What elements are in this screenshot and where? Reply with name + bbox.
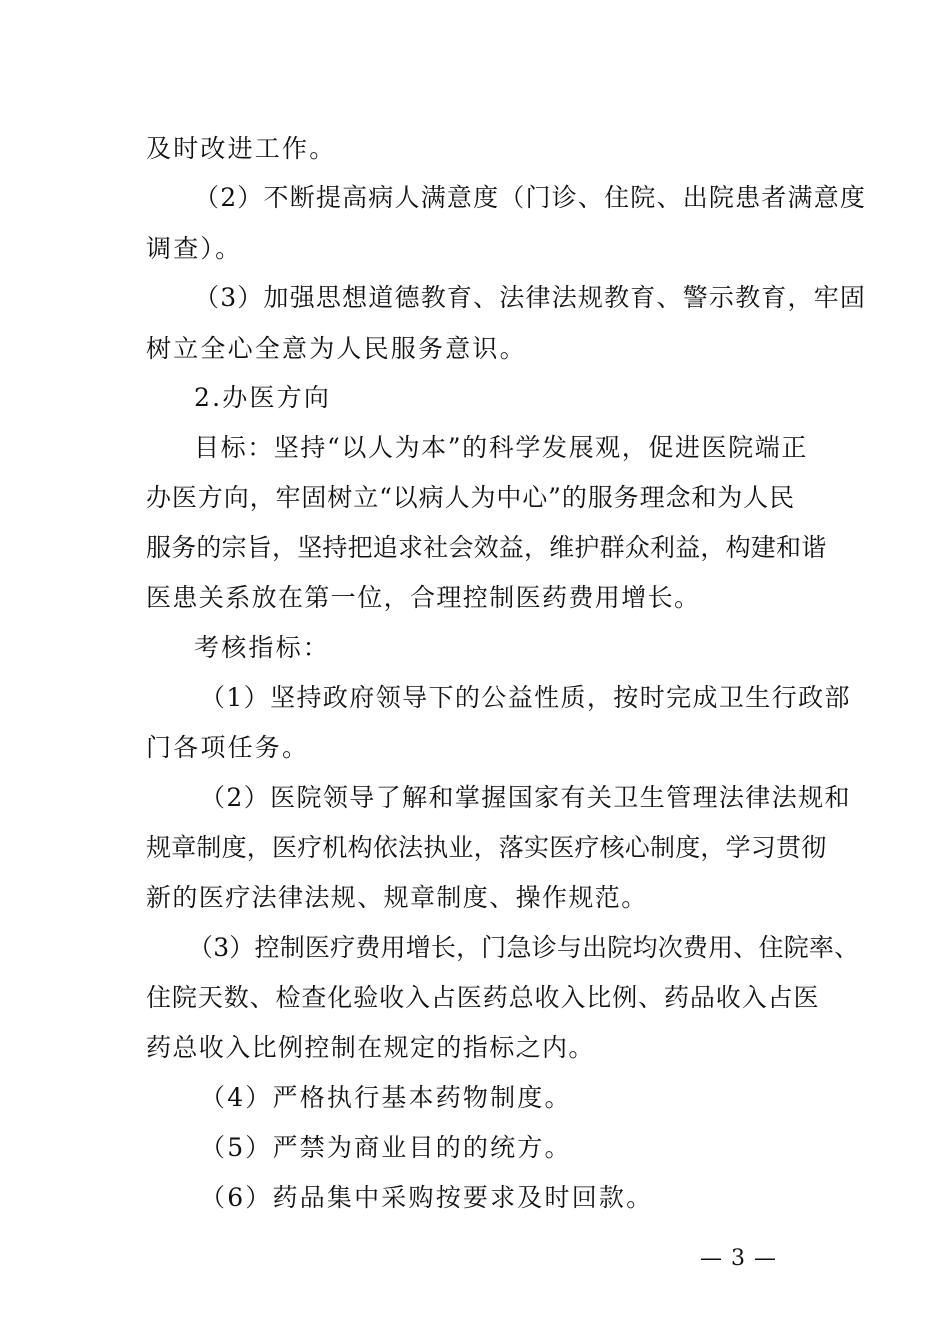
body-line: 办医方向，牢固树立“以病人为中心”的服务理念和为人民 <box>146 483 795 512</box>
body-line: 服务的宗旨，坚持把追求社会效益，维护群众利益，构建和谐 <box>146 533 827 562</box>
body-line: 目标：坚持“以人为本”的科学发展观，促进医院端正 <box>194 433 808 462</box>
section-heading: 2.办医方向 <box>194 383 332 412</box>
body-line: （2）不断提高病人满意度（门诊、住院、出院患者满意度 <box>194 183 867 212</box>
body-line: （3）加强思想道德教育、法律法规教育、警示教育，牢固 <box>194 283 867 312</box>
body-line: 及时改进工作。 <box>146 134 337 163</box>
body-line: （1）坚持政府领导下的公益性质，按时完成卫生行政部 <box>200 683 851 712</box>
body-line: 新的医疗法律法规、规章制度、操作规范。 <box>146 883 648 912</box>
subheading: 考核指标： <box>194 633 331 662</box>
body-line: （2）医院领导了解和掌握国家有关卫生管理法律法规和 <box>200 783 851 812</box>
body-line: （5）严禁为商业目的的统方。 <box>200 1133 572 1162</box>
body-line: （4）严格执行基本药物制度。 <box>200 1083 572 1112</box>
body-line: （6）药品集中采购按要求及时回款。 <box>200 1183 654 1212</box>
body-line: （3）控制医疗费用增长，门急诊与出院均次费用、住院率、 <box>188 933 860 962</box>
body-line: 规章制度，医疗机构依法执业，落实医疗核心制度，学习贯彻 <box>146 833 827 862</box>
body-line: 药总收入比例控制在规定的指标之内。 <box>146 1033 595 1062</box>
body-line: 调查）。 <box>146 234 243 263</box>
body-line: 住院天数、检查化验收入占医药总收入比例、药品收入占医 <box>146 983 820 1012</box>
body-line: 医患关系放在第一位，合理控制医药费用增长。 <box>146 583 701 612</box>
page-number: — 3 — <box>700 1246 777 1271</box>
body-line: 树立全心全意为人民服务意识。 <box>146 334 527 363</box>
body-line: 门各项任务。 <box>146 733 310 762</box>
